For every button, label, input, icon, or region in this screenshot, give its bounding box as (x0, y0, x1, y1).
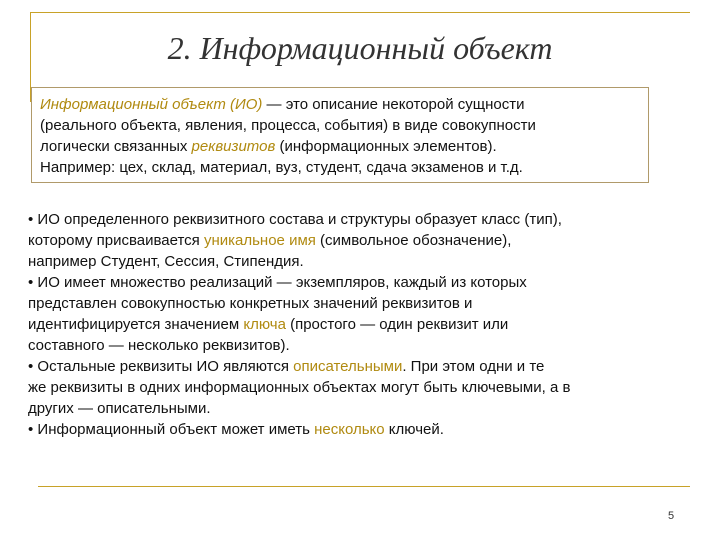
bottom-decor-line (38, 486, 690, 487)
definition-line-1: Информационный объект (ИО) — это описание некоторой сущности (40, 96, 525, 113)
term-unique-name: уникальное имя (203, 232, 316, 249)
term-several: несколько (314, 421, 385, 438)
definition-line-2: (реального объекта, явления, процесса, события) в виде совокупности (40, 117, 536, 134)
bullet-3: • Остальные реквизиты ИО являются описательными. При этом одни и те же реквизиты в одних информационных объектах могут быть ключевыми, а в других — описательными. (28, 358, 571, 417)
definition-line-4: Например: цех, склад, материал, вуз, студент, сдача экзаменов и т.д. (40, 159, 523, 176)
bullet-4: • Информационный объект может иметь несколько ключей. (28, 421, 444, 438)
page-number: 5 (668, 510, 675, 522)
term-rekvizity: реквизитов (191, 138, 276, 155)
term-key: ключа (243, 316, 286, 333)
definition-line-3: логически связанных реквизитов (информационных элементов). (40, 138, 497, 155)
bullet-list (28, 209, 698, 440)
slide-title: 2. Информационный объект (167, 30, 553, 66)
definition-term: Информационный объект (ИО) (40, 96, 263, 113)
bullet-1: • ИО определенного реквизитного состава и структуры образует класс (тип), которому присваивается уникальное имя (символьное обозначение), например Студент, Сессия, Стипендия. (28, 211, 562, 270)
term-descriptive: описательными (293, 358, 403, 375)
bullet-2: • ИО имеет множество реализаций — экземпляров, каждый из которых представлен совокупностью конкретных значений реквизитов и идентифицируется значением ключа (простого — один реквизит или составного — несколько реквизитов). (28, 274, 527, 354)
definition-box (31, 87, 649, 183)
top-decor-line (30, 12, 690, 13)
